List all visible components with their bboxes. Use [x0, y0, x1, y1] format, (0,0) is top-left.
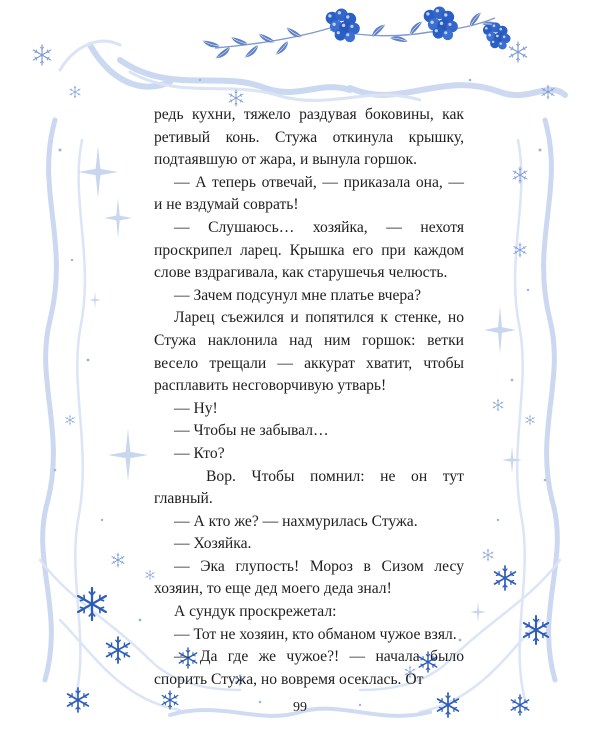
paragraph: редь кухни, тяжело раздувая боковины, как ретивый конь. Стужа откинула крышку, подтаявшую от жара, и вынула горшок. [154, 106, 464, 169]
page-text [154, 104, 464, 691]
paragraph: Ларец съежился и попятился к стенке, но Стужа наклонила над ним горшок: ветки весело трещали — аккурат хватит, чтобы расплавить несговорчивую утварь! [154, 309, 464, 395]
paragraph: — Слушаюсь… хозяйка, — нехотя проскрипел ларец. Крышка его при каждом слове вздрагивала, как старушечья челюсть. [154, 218, 464, 282]
page-number: 99 [293, 700, 307, 715]
paragraph: — А теперь отвечай, — приказала она, — и не вздумай соврать! [154, 173, 464, 214]
paragraph: — Зачем подсунул мне платье вчера? [174, 286, 422, 304]
paragraph: Вор. Чтобы помнил: не он тут главный. [154, 467, 464, 508]
paragraph: — Кто? [174, 444, 225, 462]
paragraph: А сундук проскрежетал: [174, 603, 337, 621]
paragraph: — А кто же? — нахмурилась Стужа. [174, 512, 418, 530]
paragraph: — Хозяйка. [174, 535, 252, 553]
paragraph: — Ну! [174, 399, 218, 417]
paragraph: — Эка глупость! Мороз в Сизом лесу хозяин, то еще дед моего деда знал! [154, 557, 464, 598]
paragraph: — Да где же чужое?! — начала было спорить Стужа, но вовремя осеклась. От [154, 648, 464, 688]
paragraph: — Тот не хозяин, кто обманом чужое взял. [174, 625, 457, 643]
paragraph: — Чтобы не забывал… [174, 422, 329, 440]
